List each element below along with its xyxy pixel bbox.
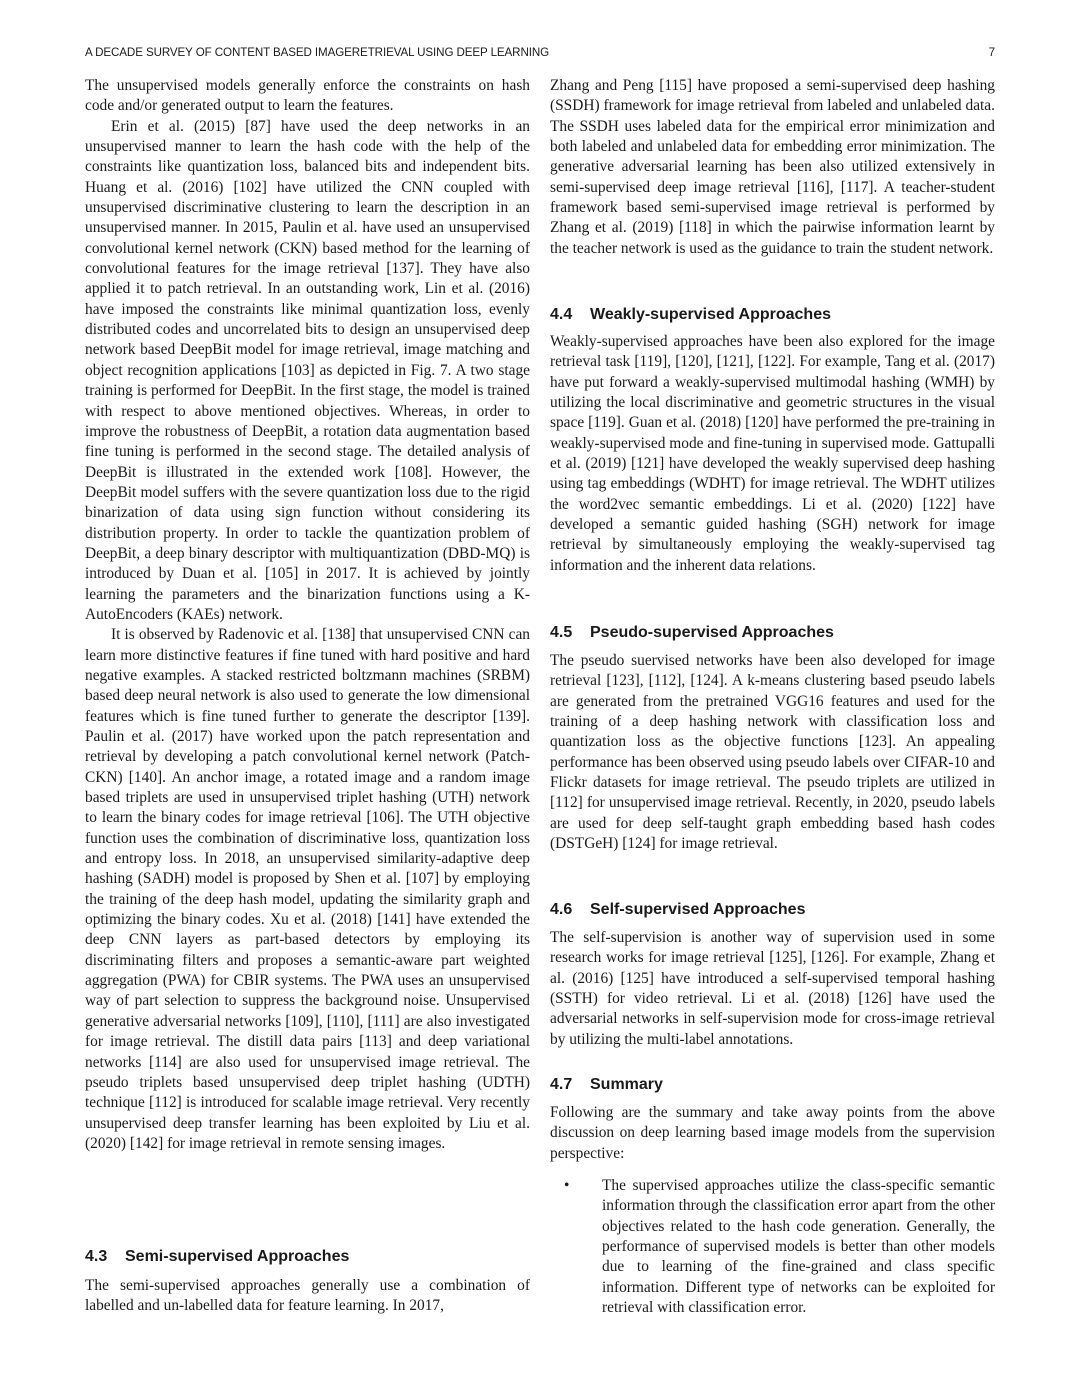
section-4-6-body (550, 928, 995, 1050)
page-number: 7 (988, 46, 995, 59)
section-heading-4-4 (550, 306, 995, 324)
paragraph: Erin et al. (2015) [87] have used the deep networks in an unsupervised manner to learn the hash code with the help of the constraints like quantization loss, balanced bits and independent bits. Huang et al. (2016) [102] have utilized the CNN coupled with unsupervised discriminative clustering to learn the description in an unsupervised manner. In 2015, Paulin et al. have used an unsupervised convolutional kernel network (CKN) based method for the learning of convolutional features for the image retrieval [137]. They have also applied it to patch retrieval. In an outstanding work, Lin et al. (2016) have imposed the constraints like minimal quantization loss, evenly distributed codes and uncorrelated bits to design an unsupervised deep network based DeepBit model for image retrieval, image matching and object recognition applications [103] as depicted in Fig. 7. A two stage training is performed for DeepBit. In the first stage, the model is trained with respect to above mentioned objectives. Whereas, in order to improve the robustness of DeepBit, a rotation data augmentation based fine tuning is performed in the second stage. The detailed analysis of DeepBit is illustrated in the extended work [108]. However, the DeepBit model suffers with the severe quantization loss due to the rigid binarization of data using sign function without considering its distribution property. In order to tackle the quantization problem of DeepBit, a deep binary descriptor with multiquantization (DBD-MQ) is introduced by Duan et al. [105] in 2017. It is achieved by jointly learning the parameters and the binarization functions using a K-AutoEncoders (KAEs) network. (85, 117, 530, 623)
section-4-3-body (85, 1276, 530, 1317)
section-title: Self-supervised Approaches (590, 901, 806, 918)
running-title: A DECADE SURVEY OF CONTENT BASED IMAGERETRIEVAL USING DEEP LEARNING (85, 46, 550, 59)
list-item-text: The supervised approaches utilize the class-specific semantic information through the classification error apart from the other objectives related to the hash code generation. Generally, the performance of supervised models is better than other models due to learning of the fine-grained and class specific information. Different type of networks can be exploited for retrieval with classification error. (602, 1177, 995, 1317)
bullet-icon: • (564, 1177, 570, 1195)
list-item (550, 1176, 995, 1318)
section-number: 4.5 (550, 624, 573, 641)
section-4-4-body (550, 332, 995, 576)
section-heading-4-6 (550, 901, 995, 919)
paragraph: Weakly-supervised approaches have been also explored for the image retrieval task [119], [120], [121], [122]. For example, Tang et al. (2017) have put forward a weakly-supervised multimodal hashing (WMH) by utilizing the local discriminative and geometric structures in the visual space [119]. Guan et al. (2018) [120] have performed the pre-training in weakly-supervised mode and fine-tuning in supervised mode. Gattupalli et al. (2019) [121] have developed the weakly supervised deep hashing using tag embeddings (WDHT) for image retrieval. The WDHT utilizes the word2vec semantic embeddings. Li et al. (2020) [122] have developed a semantic guided hashing (SGH) network for image retrieval by simultaneously employing the weakly-supervised tag information and the inherent data relations. (550, 333, 995, 574)
section-number: 4.4 (550, 306, 573, 323)
paragraph: The unsupervised models generally enforce the constraints on hash code and/or generated output to learn the features. (85, 77, 530, 115)
paragraph: It is observed by Radenovic et al. [138] that unsupervised CNN can learn more distinctive features if fine tuned with hard positive and hard negative examples. A stacked restricted boltzmann machines (SRBM) based deep neural network is also used to generate the low dimensional features which is fine tuned further to generate the descriptor [139]. Paulin et al. (2017) have worked upon the patch representation and retrieval by developing a patch convolutional kernel network (Patch-CKN) [140]. An anchor image, a rotated image and a random image based triplets are used in unsupervised triplet hashing (UTH) network to learn the binary codes for image retrieval [106]. The UTH objective function uses the combination of discriminative loss, quantization loss and entropy loss. In 2018, an unsupervised similarity-adaptive deep hashing (SADH) model is proposed by Shen et al. [107] by employing the training of the deep hash model, updating the similarity graph and optimizing the binary codes. Xu et al. (2018) [141] have extended the deep CNN layers as part-based detectors by employing its discriminating filters and proposes a semantic-aware part weighted aggregation (PWA) for CBIR systems. The PWA uses an unsupervised way of part selection to suppress the background noise. Unsupervised generative adversarial networks [109], [110], [111] are also investigated for image retrieval. The distill data pairs [113] and deep variational networks [114] are also used for unsupervised image retrieval. The pseudo triplets based unsupervised deep triplet hashing (UDTH) technique [112] is introduced for scalable image retrieval. Very recently unsupervised deep transfer learning has been exploited by Liu et al. (2020) [142] for image retrieval in remote sensing images. (85, 626, 530, 1152)
section-heading-4-7 (550, 1076, 995, 1094)
paragraph: The semi-supervised approaches generally use a combination of labelled and un-labelled data for feature learning. In 2017, (85, 1277, 530, 1315)
section-title: Summary (590, 1076, 663, 1093)
summary-list (550, 1176, 995, 1318)
left-column (85, 76, 530, 1154)
paragraph: The pseudo suervised networks have been also developed for image retrieval [123], [112], [124]. A k-means clustering based pseudo labels are generated from the pretrained VGG16 features and used for the training of a deep hashing network with classification loss and quantization loss as the objective functions [123]. An appealing performance has been observed using pseudo labels over CIFAR-10 and Flickr datasets for image retrieval. The pseudo triplets are utilized in [112] for unsupervised image retrieval. Recently, in 2020, pseudo labels are used for deep self-taught graph embedding based hash codes (DSTGeH) [124] for image retrieval. (550, 652, 995, 853)
section-title: Weakly-supervised Approaches (590, 306, 831, 323)
right-column-intro (550, 76, 995, 259)
section-title: Pseudo-supervised Approaches (590, 624, 834, 641)
section-4-7-body (550, 1103, 995, 1318)
section-number: 4.7 (550, 1076, 573, 1093)
section-number: 4.3 (85, 1248, 108, 1265)
section-heading-4-5 (550, 624, 995, 642)
section-4-5-body (550, 651, 995, 854)
section-heading-4-3 (85, 1248, 530, 1266)
paragraph: The self-supervision is another way of supervision used in some research works for image retrieval [125], [126]. For example, Zhang et al. (2016) [125] have introduced a self-supervised temporal hashing (SSTH) for video retrieval. Li et al. (2018) [126] have used the adversarial networks in self-supervision mode for cross-image retrieval by utilizing the multi-label annotations. (550, 929, 995, 1048)
paragraph: Zhang and Peng [115] have proposed a semi-supervised deep hashing (SSDH) framework for image retrieval from labeled and unlabeled data. The SSDH uses labeled data for the empirical error minimization and both labeled and unlabeled data for embedding error minimization. The generative adversarial learning has been also utilized extensively in semi-supervised deep image retrieval [116], [117]. A teacher-student framework based semi-supervised image retrieval is performed by Zhang et al. (2019) [118] in which the pairwise information learnt by the teacher network is used as the guidance to train the student network. (550, 77, 995, 257)
section-title: Semi-supervised Approaches (125, 1248, 350, 1265)
running-header (85, 46, 995, 59)
section-number: 4.6 (550, 901, 573, 918)
paragraph: Following are the summary and take away points from the above discussion on deep learning based image models from the supervision perspective: (550, 1104, 995, 1162)
